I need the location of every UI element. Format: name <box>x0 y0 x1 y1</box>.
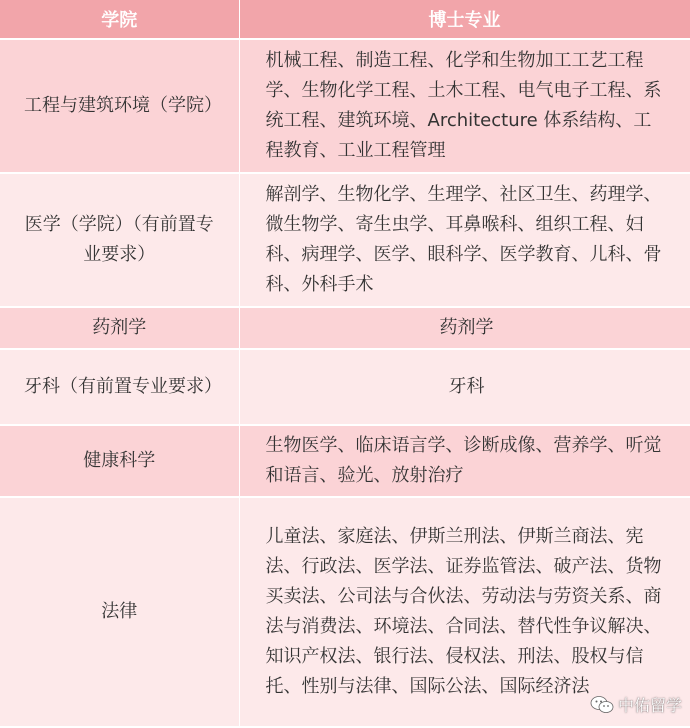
watermark-text: 中佑留学 <box>617 696 682 715</box>
school-cell: 牙科（有前置专业要求） <box>0 349 239 425</box>
school-cell: 药剂学 <box>0 307 239 349</box>
wechat-icon <box>590 695 614 715</box>
majors-cell: 牙科 <box>239 349 690 425</box>
table-row <box>0 307 690 349</box>
majors-cell: 药剂学 <box>239 307 690 349</box>
majors-cell: 机械工程、制造工程、化学和生物加工工艺工程学、生物化学工程、土木工程、电气电子工程、系统工程、建筑环境、Architecture 体系结构、工程教育、工业工程管理 <box>239 39 690 173</box>
school-cell: 医学（学院）（有前置专业要求） <box>0 173 239 307</box>
watermark <box>590 693 682 716</box>
header-row <box>0 0 690 39</box>
table-row <box>0 173 690 307</box>
school-cell: 工程与建筑环境（学院） <box>0 39 239 173</box>
table-row <box>0 39 690 173</box>
header-school: 学院 <box>0 0 239 39</box>
school-cell: 法律 <box>0 497 239 727</box>
table-row <box>0 497 690 727</box>
school-cell: 健康科学 <box>0 425 239 497</box>
majors-cell: 解剖学、生物化学、生理学、社区卫生、药理学、微生物学、寄生虫学、耳鼻喉科、组织工程、妇科、病理学、医学、眼科学、医学教育、儿科、骨科、外科手术 <box>239 173 690 307</box>
header-majors: 博士专业 <box>239 0 690 39</box>
table-row <box>0 425 690 497</box>
table-header <box>0 0 690 39</box>
table-row <box>0 349 690 425</box>
majors-cell: 儿童法、家庭法、伊斯兰刑法、伊斯兰商法、宪法、行政法、医学法、证券监管法、破产法、货物买卖法、公司法与合伙法、劳动法与劳资关系、商法与消费法、环境法、合同法、替代性争议解决、知识产权法、银行法、侵权法、刑法、股权与信托、性别与法律、国际公法、国际经济法 <box>239 497 690 727</box>
majors-cell: 生物医学、临床语言学、诊断成像、营养学、听觉和语言、验光、放射治疗 <box>239 425 690 497</box>
table-body <box>0 39 690 727</box>
